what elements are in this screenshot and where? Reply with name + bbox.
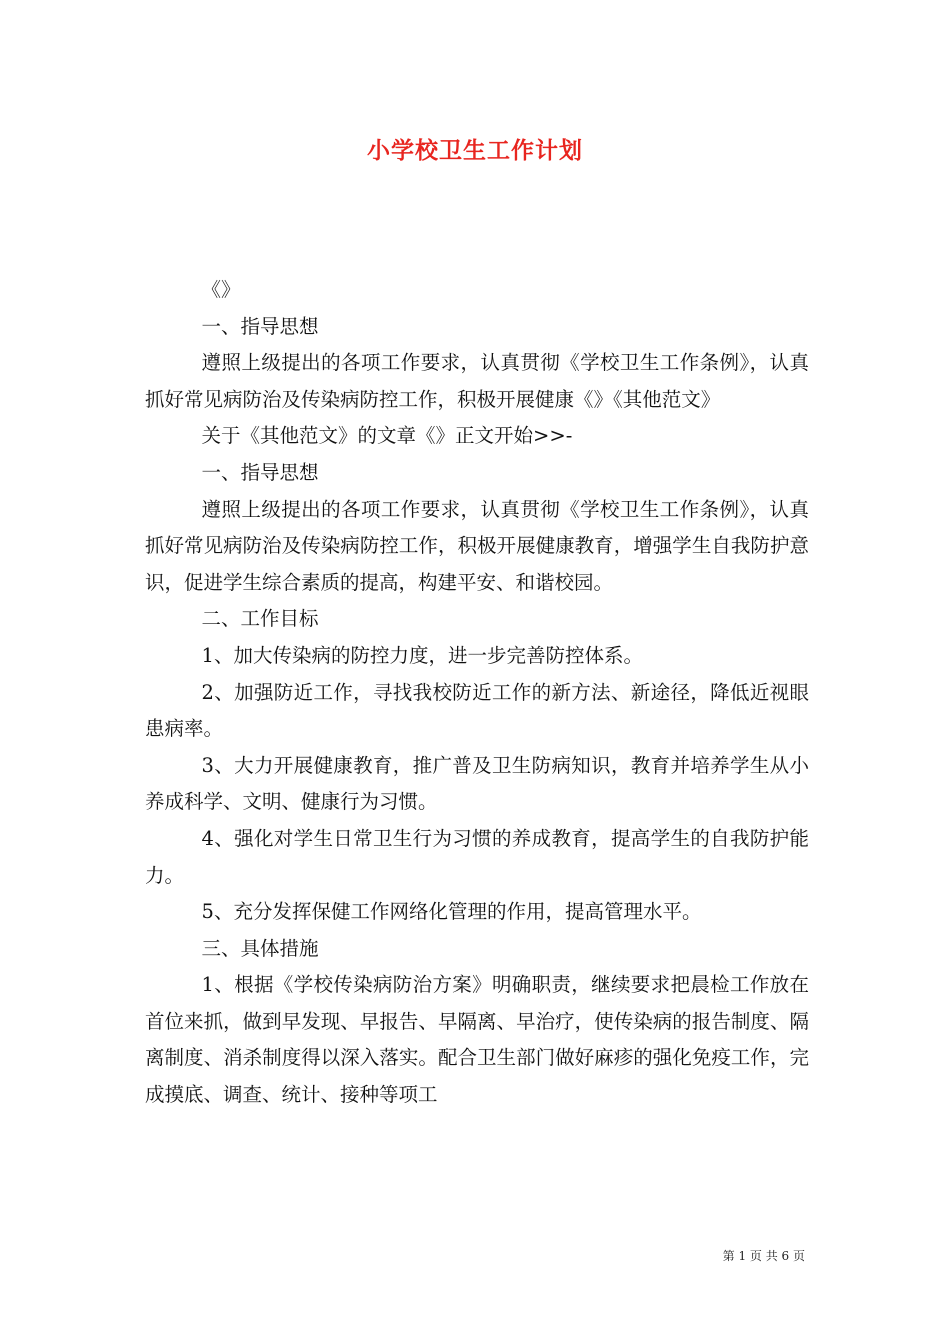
section-heading: 三、具体措施 [201,936,319,960]
page-number: 第 1 页 共 6 页 [722,1249,805,1263]
paragraph: 遵照上级提出的各项工作要求，认真贯彻《学校卫生工作条例》，认真抓好常见病防治及传染病防控工作，积极开展健康《》《其他范文》 [145,351,809,411]
paragraph: 遵照上级提出的各项工作要求，认真贯彻《学校卫生工作条例》，认真抓好常见病防治及传染病防控工作，积极开展健康教育，增强学生自我防护意识，促进学生综合素质的提高，构建平安、和谐校园。 [145,497,809,594]
list-item: 4、强化对学生日常卫生行为习惯的养成教育，提高学生的自我防护能力。 [145,826,809,887]
list-item: 2、加强防近工作，寻找我校防近工作的新方法、新途径，降低近视眼患病率。 [145,680,809,741]
list-item: 3、大力开展健康教育，推广普及卫生防病知识，教育并培养学生从小养成科学、文明、健康行为习惯。 [145,753,809,814]
list-item: 1、加大传染病的防控力度，进一步完善防控体系。 [201,643,643,667]
section-heading: 一、指导思想 [201,460,319,484]
section-heading: 一、指导思想 [201,314,319,338]
paragraph: 《》 [201,278,241,301]
list-item: 5、充分发挥保健工作网络化管理的作用，提高管理水平。 [201,900,702,924]
page-title: 小学校卫生工作计划 [367,137,583,164]
paragraph: 关于《其他范文》的文章《》正文开始>>- [201,424,573,448]
section-heading: 二、工作目标 [201,607,319,631]
document-body [145,272,809,1114]
list-item: 1、根据《学校传染病防治方案》明确职责，继续要求把晨检工作放在首位来抓，做到早发现、早报告、早隔离、早治疗，使传染病的报告制度、隔离制度、消杀制度得以深入落实。配合卫生部门做好麻疹的强化免疫工作，完成摸底、调查、统计、接种等项工 [145,973,809,1107]
